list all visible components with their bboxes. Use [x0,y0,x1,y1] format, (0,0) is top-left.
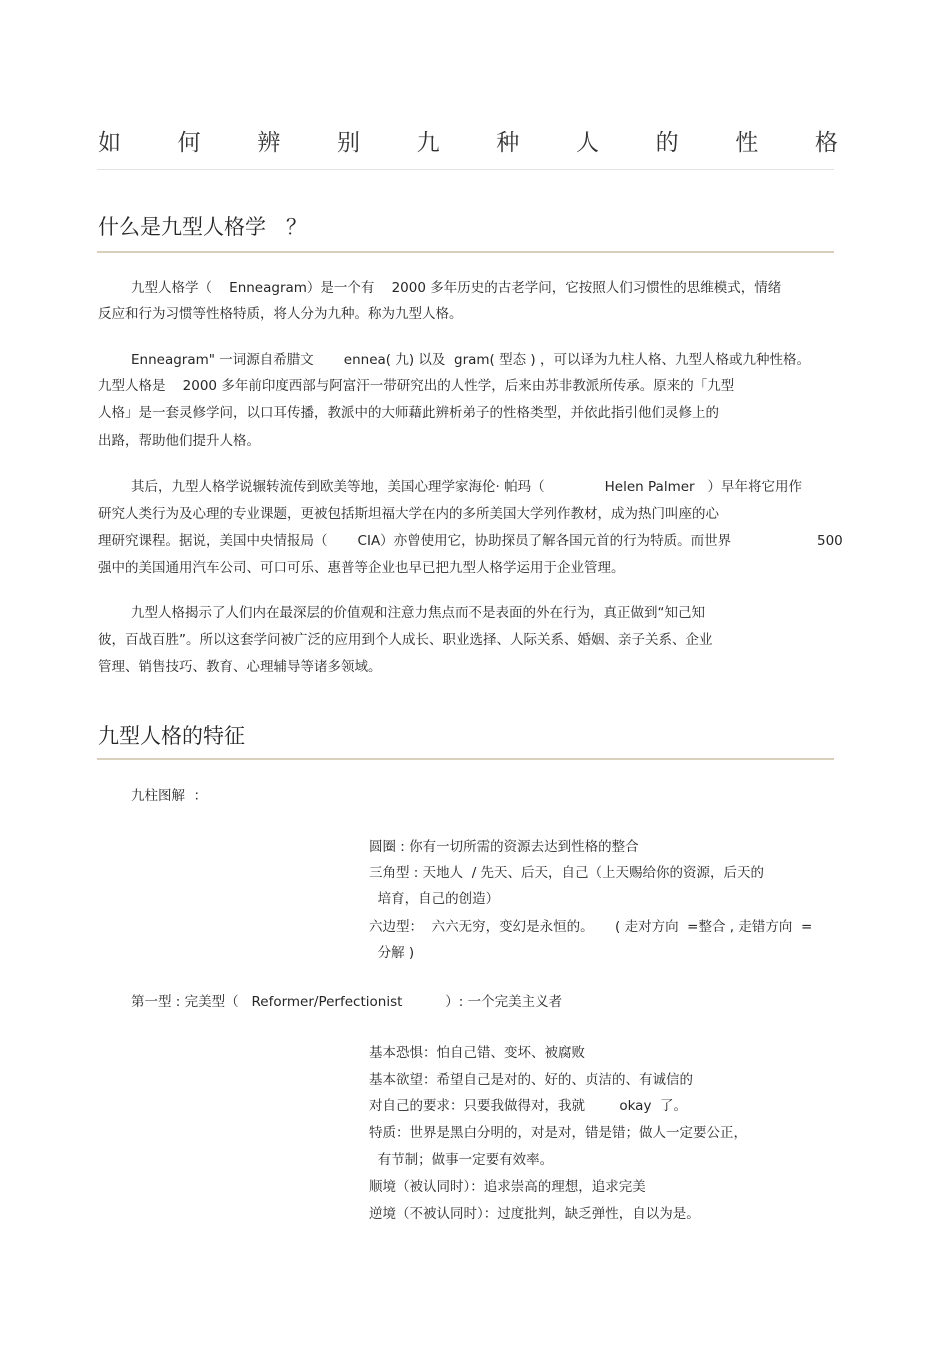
title-char: 何 [177,130,201,156]
diagram-item: 圆圈 : 你有一切所需的资源去达到性格的整合 [369,839,639,855]
page-title [98,124,838,157]
title-char: 辨 [257,130,281,156]
paragraph-line: 彼，百战百胜”。所以这套学问被广泛的应用到个人成长、职业选择、人际关系、婚姻、亲子关系、企业 [98,632,713,648]
paragraph-line: 出路，帮助他们提升人格。 [98,433,260,449]
type1-heading: 第一型 : 完美型（ Reformer/Perfectionist ）: 一个完美主义者 [131,994,563,1010]
title-char: 九 [416,130,440,156]
type1-item: 基本欲望：希望自己是对的、好的、贞洁的、有诚信的 [369,1072,693,1088]
type1-item: 顺境（被认同时）：追求崇高的理想，追求完美 [369,1179,646,1195]
section-heading-what-is: 什么是九型人格学 ？ [98,215,308,239]
paragraph-line: 九型人格揭示了人们内在最深层的价值观和注意力焦点而不是表面的外在行为，真正做到“知己知 [131,605,705,621]
type1-item: 有节制；做事一定要有效率。 [369,1152,554,1168]
title-char: 的 [655,130,679,156]
paragraph-line: 人格」是一套灵修学问，以口耳传播，教派中的大师藉此辨析弟子的性格类型，并依此指引他们灵修上的 [98,405,719,421]
diagram-item: 培育，自己的创造） [369,891,500,907]
diagram-item: 六边型： 六六无穷，变幻是永恒的。 ( 走对方向 =整合 , 走错方向 = [369,919,813,935]
paragraph-line: 九型人格是 2000 多年前印度西部与阿富汗一带研究出的人性学，后来由苏非教派所传承。原来的「九型 [98,378,735,394]
diagram-label: 九柱图解 ： [131,788,208,804]
paragraph-line: 其后，九型人格学说辗转流传到欧美等地，美国心理学家海伦· 帕玛（ Helen Palmer ）早年将它用作 [131,479,802,495]
type1-item: 逆境（不被认同时）：过度批判，缺乏弹性，自以为是。 [369,1206,700,1222]
paragraph-line: 强中的美国通用汽车公司、可口可乐、惠普等企业也早已把九型人格学运用于企业管理。 [98,560,625,576]
paragraph-line: 反应和行为习惯等性格特质，将人分为九种。称为九型人格。 [98,306,463,322]
section-heading-features: 九型人格的特征 [98,724,245,748]
title-divider [97,169,834,170]
title-char: 别 [336,130,360,156]
title-char: 格 [814,130,838,156]
type1-item: 基本恐惧：怕自己错、变坏、被腐败 [369,1045,585,1061]
type1-item: 特质：世界是黑白分明的，对是对，错是错；做人一定要公正， [369,1125,747,1141]
title-char: 性 [735,130,759,156]
title-char: 如 [98,130,121,156]
type1-item: 对自己的要求：只要我做得对，我就 okay 了。 [369,1098,688,1114]
paragraph-line: 理研究课程。据说，美国中央情报局（ CIA）亦曾使用它，协助探员了解各国元首的行为特质。而世界 500 [98,533,843,549]
title-char: 种 [496,130,520,156]
paragraph-line: 管理、销售技巧、教育、心理辅导等诸多领域。 [98,659,382,675]
section-divider [97,251,834,253]
paragraph-line: 九型人格学（ Enneagram）是一个有 2000 多年历史的古老学问，它按照人们习惯性的思维模式，情绪 [131,280,782,296]
paragraph-line: Enneagram" 一词源自希腊文 ennea( 九) 以及 gram( 型态 ) ，可以译为九柱人格、九型人格或九种性格。 [131,352,810,368]
section-divider [97,758,834,760]
title-char: 人 [575,130,599,156]
diagram-item: 分解 ) [369,945,415,961]
paragraph-line: 研究人类行为及心理的专业课题，更被包括斯坦福大学在内的多所美国大学列作教材，成为热门叫座的心 [98,506,719,522]
diagram-item: 三角型 : 天地人 / 先天、后天，自己（上天赐给你的资源，后天的 [369,865,765,881]
